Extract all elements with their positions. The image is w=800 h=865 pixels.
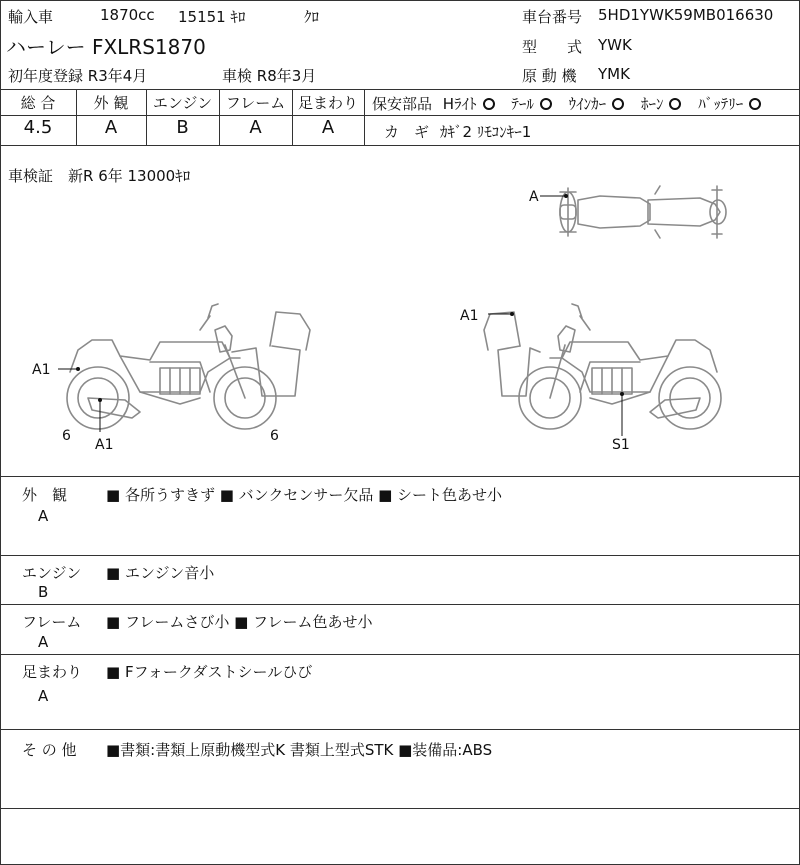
remark-text: ■ Fフォークダストシールひび [106, 663, 313, 681]
frame-number: 5HD1YWK59MB016630 [598, 6, 774, 24]
remark-category: エンジン [22, 564, 82, 582]
first-registration: 初年度登録 R3年4月 [8, 67, 148, 85]
divider [0, 555, 800, 556]
remark-text: ■ フレームさび小 ■ フレーム色あせ小 [106, 613, 373, 631]
grade-suspension: A [321, 117, 335, 138]
divider [0, 808, 800, 809]
divider [0, 604, 800, 605]
safety-parts [372, 93, 761, 114]
remark-text: ■ 各所うすきず ■ バンクセンサー欠品 ■ シート色あせ小 [106, 486, 503, 504]
ok-circle-icon [483, 98, 495, 110]
engine-model-label: 原 動 機 [522, 67, 577, 85]
diagram-label-top: A [529, 189, 539, 205]
divider [0, 654, 800, 655]
mileage: 15151 ｷﾛ [178, 8, 246, 26]
diagram-label-left-6b: 6 [270, 428, 279, 444]
remark-grade: A [38, 633, 49, 651]
diagram-label-left-a1b: A1 [95, 437, 114, 453]
safety-winker: ｳｲﾝｶｰ [569, 95, 625, 113]
divider [0, 115, 800, 116]
motorcycle-damage-diagram [0, 146, 800, 476]
safety-label: 保安部品 [372, 95, 433, 113]
divider [0, 476, 800, 477]
ok-circle-icon [749, 98, 761, 110]
ok-circle-icon [540, 98, 552, 110]
color: ｸﾛ [304, 8, 320, 26]
safety-tail: ﾃｰﾙ [511, 95, 552, 113]
model-name: ハーレー FXLRS1870 [6, 35, 206, 59]
vehicle-certificate: 車検証 新R 6年 13000ｷﾛ [8, 167, 191, 185]
motorcycle-right-view [484, 304, 721, 429]
grade-header-engine: エンジン [152, 94, 213, 112]
safety-horn: ﾎｰﾝ [641, 95, 682, 113]
remark-category: 足まわり [22, 663, 83, 681]
grade-overall: 4.5 [23, 117, 53, 138]
remark-text: ■書類:書類上原動機型式K 書類上型式STK ■装備品:ABS [106, 741, 493, 759]
ok-circle-icon [612, 98, 624, 110]
remark-category: 外 観 [22, 486, 68, 504]
keys-label: カ ギ [384, 123, 430, 141]
type-value: YWK [598, 36, 632, 54]
motorcycle-top-view [560, 186, 726, 238]
safety-headlight: Hﾗｲﾄ [443, 95, 495, 113]
type-label: 型 式 [522, 38, 583, 56]
engine-model-value: YMK [598, 65, 630, 83]
ok-circle-icon [669, 98, 681, 110]
divider [0, 729, 800, 730]
safety-battery: ﾊﾞｯﾃﾘｰ [698, 95, 761, 113]
remark-category: そ の 他 [22, 741, 77, 759]
diagram-label-right-a1: A1 [460, 308, 479, 324]
damage-leaders [58, 196, 622, 436]
frame-number-label: 車台番号 [522, 8, 583, 26]
diagram-label-right-s1: S1 [612, 437, 630, 453]
grade-frame: A [249, 117, 262, 138]
motorcycle-left-view [67, 304, 310, 429]
import-label: 輸入車 [8, 8, 54, 26]
remark-grade: B [38, 583, 49, 601]
divider [364, 89, 365, 145]
grade-header-suspension: 足まわり [297, 94, 358, 112]
grade-header-frame: フレーム [225, 94, 286, 112]
diagram-label-left-a1: A1 [32, 362, 51, 378]
diagram-label-left-6a: 6 [62, 428, 71, 444]
remark-text: ■ エンジン音小 [106, 564, 215, 582]
remark-category: フレーム [22, 613, 82, 631]
grade-exterior: A [104, 117, 118, 138]
grade-header-exterior: 外 観 [93, 94, 129, 112]
remark-grade: A [38, 507, 49, 525]
remark-grade: A [38, 687, 49, 705]
keys-value: ｶｷﾞ2 ﾘﾓｺﾝｷｰ1 [440, 123, 532, 141]
grade-engine: B [176, 117, 189, 138]
grade-header-overall: 総 合 [20, 94, 56, 112]
inspection-expiry: 車検 R8年3月 [222, 67, 317, 85]
displacement: 1870cc [100, 6, 155, 24]
divider [0, 89, 800, 90]
